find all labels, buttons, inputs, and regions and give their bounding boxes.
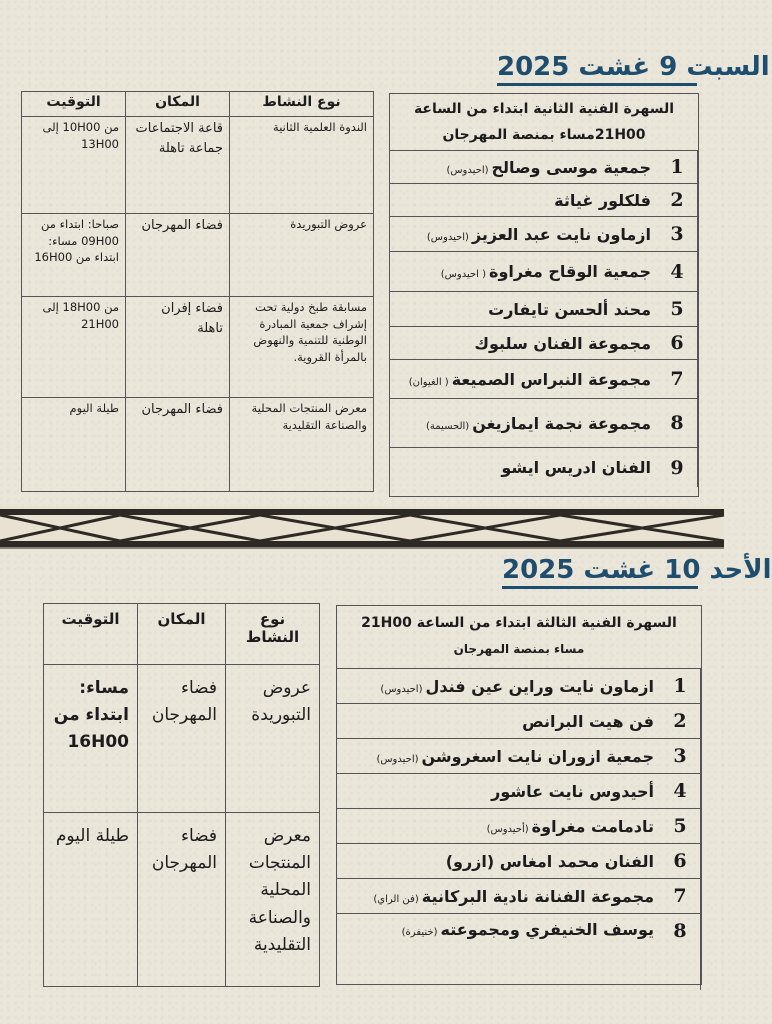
header-place: المكان: [126, 92, 230, 117]
table-row: [22, 297, 374, 398]
item-number: 7: [660, 879, 701, 913]
activity-type: معرض المنتجات المحلية والصناعة التقليدية: [226, 813, 320, 987]
list-item: [337, 774, 701, 809]
activity-place: فضاء المهرجان: [126, 398, 230, 492]
activity-time: صباحا: ابتداء من 09H00 مساء: ابتداء من 16H00: [22, 214, 126, 297]
item-number: 9: [657, 448, 698, 487]
group-tag: (خنيفرة): [401, 927, 438, 938]
item-number: 3: [657, 217, 698, 251]
list-item: [337, 809, 701, 844]
sunday-title: الأحد 10 غشت 2025: [502, 555, 772, 585]
header-time: التوقيت: [22, 92, 126, 117]
activity-type: عروض التبوريدة: [226, 665, 320, 813]
list-item: [390, 217, 698, 252]
group-tag: ( الغيوان): [408, 376, 449, 388]
item-number: 5: [657, 292, 698, 326]
table-row: [22, 398, 374, 492]
group-tag: (أحيدوس): [486, 823, 529, 835]
list-item: [337, 844, 701, 879]
activity-place: فضاء إفران تاهلة: [126, 297, 230, 398]
list-item: [337, 879, 701, 914]
table-row: [44, 813, 320, 987]
item-number: 6: [657, 327, 698, 359]
item-number: 8: [657, 399, 698, 447]
activity-place: قاعة الاجتماعات جماعة تاهلة: [126, 117, 230, 214]
saturday-evening-lineup: [389, 93, 699, 497]
item-number: 3: [660, 739, 701, 773]
evening-header: السهرة الفنية الثانية ابتداء من الساعة 21H00مساء بمنصة المهرجان: [390, 94, 698, 151]
sunday-evening-lineup: [336, 605, 702, 985]
header-activity-type: نوع النشاط: [230, 92, 374, 117]
activity-place: فضاء المهرجان: [126, 214, 230, 297]
group-tag: (احيدوس): [426, 231, 469, 243]
list-item: [390, 448, 698, 487]
group-name: مجموعة النبراس الصميعة: [451, 369, 651, 389]
activity-type: مسابقة طبخ دولية تحت إشراف جمعية المبادرة الوطنية للتنمية والنهوض بالمرأة القروية.: [230, 297, 374, 398]
list-item: [390, 151, 698, 184]
sunday-title-underline: [502, 586, 698, 589]
list-item: [337, 704, 701, 739]
list-item: [390, 327, 698, 360]
activity-place: فضاء المهرجان: [138, 665, 226, 813]
table-row: [44, 665, 320, 813]
group-name: ازماون نايت عبد العزيز: [471, 224, 651, 244]
group-name: فن هيت البرانص: [522, 711, 654, 731]
item-number: 8: [660, 914, 701, 990]
header-activity-type: نوع النشاط: [226, 604, 320, 665]
item-number: 2: [657, 184, 698, 216]
activity-type: الندوة العلمية الثانية: [230, 117, 374, 214]
group-name: تادمامت مغراوة: [531, 816, 654, 836]
group-tag: ( احيدوس): [440, 269, 487, 280]
saturday-activities-table: [21, 91, 374, 492]
list-item: [390, 399, 698, 448]
group-name: ازماون نايت وراين عين فندل: [425, 676, 654, 696]
activity-type: معرض المنتجات المحلية والصناعة التقليدية: [230, 398, 374, 492]
activity-time: طيلة اليوم: [44, 813, 138, 987]
group-name: محند ألحسن تايفارت: [488, 299, 651, 319]
list-item: [337, 669, 701, 704]
group-name: جمعية ازوران نايت اسغروشن: [421, 746, 654, 766]
group-name: مجموعة الفنان سلبوك: [474, 333, 651, 353]
activity-time: من 18H00 إلى 21H00: [22, 297, 126, 398]
item-number: 7: [657, 360, 698, 398]
group-tag: (احيدوس): [380, 683, 423, 695]
header-place: المكان: [138, 604, 226, 665]
list-item: [390, 184, 698, 217]
table-row: [22, 214, 374, 297]
group-name: جمعية الوقاح مغراوة: [489, 262, 651, 281]
saturday-title: السبت 9 غشت 2025: [497, 52, 770, 82]
header-time: التوقيت: [44, 604, 138, 665]
group-name: الفنان محمد امغاس (ازرو): [445, 851, 654, 871]
table-row: [22, 117, 374, 214]
item-number: 4: [657, 252, 698, 291]
activity-time: مساء: ابتداء من 16H00: [44, 665, 138, 813]
group-name: جمعية موسى وصالح: [491, 157, 651, 177]
group-name: فلكلور غياثة: [554, 190, 651, 210]
group-tag: (احيدوس): [376, 753, 419, 765]
list-item: [390, 360, 698, 399]
decorative-band: [0, 506, 724, 550]
list-item: [390, 292, 698, 327]
group-tag: (احيدوس): [446, 164, 489, 176]
list-item: [390, 252, 698, 292]
sunday-activities-table: [43, 603, 320, 987]
group-name: أحيدوس نايت عاشور: [491, 781, 654, 801]
saturday-title-underline: [497, 83, 697, 86]
item-number: 6: [660, 844, 701, 878]
group-tag: (الحسيمة): [426, 420, 470, 432]
item-number: 1: [660, 669, 701, 703]
group-name: يوسف الخنيفري ومجموعته: [440, 920, 654, 939]
evening-header: السهرة الفنية الثالثة ابتداء من الساعة 21H00 مساء بمنصة المهرجان: [337, 606, 701, 669]
item-number: 5: [660, 809, 701, 843]
list-item: [337, 914, 701, 990]
item-number: 2: [660, 704, 701, 738]
activity-place: فضاء المهرجان: [138, 813, 226, 987]
group-name: الفنان ادريس ايشو: [501, 458, 651, 477]
activity-time: طيلة اليوم: [22, 398, 126, 492]
activity-time: من 10H00 إلى 13H00: [22, 117, 126, 214]
group-tag: (فن الراي): [373, 893, 419, 905]
group-name: مجموعة الفنانة نادية البركانية: [421, 886, 654, 906]
group-name: مجموعة نجمة ايمازيغن: [472, 413, 651, 433]
activity-type: عروض التبوريدة: [230, 214, 374, 297]
item-number: 4: [660, 774, 701, 808]
item-number: 1: [657, 151, 698, 183]
list-item: [337, 739, 701, 774]
